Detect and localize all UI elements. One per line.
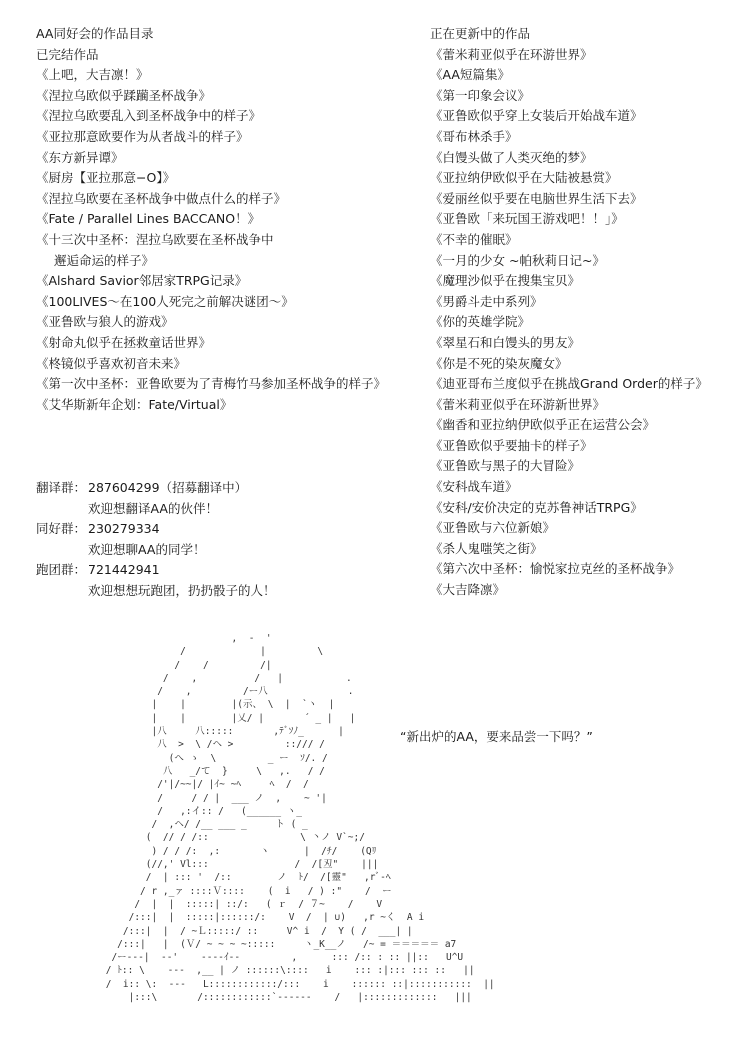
group-contacts: [36, 478, 416, 602]
list-item: 《你的英雄学院》: [430, 314, 531, 330]
group-label: 跑团群：: [36, 562, 87, 578]
list-item: 《不幸的催眠》: [430, 231, 518, 247]
list-item: 《蕾米莉亚似乎在环游新世界》: [430, 396, 606, 412]
list-item: 《射命丸似乎在拯救童话世界》: [36, 334, 212, 350]
list-item: 《安科/安价决定的克苏鲁神话TRPG》: [430, 499, 643, 515]
group-note: 欢迎想聊AA的同学！: [88, 541, 206, 557]
list-item: 《亚鲁欧似乎要抽卡的样子》: [430, 437, 593, 453]
list-item: 《涅拉乌欧要在圣杯战争中做点什么的样子》: [36, 190, 287, 206]
group-number: 721442941: [88, 562, 160, 578]
list-item: 《亚鲁欧似乎穿上女装后开始战车道》: [430, 108, 643, 124]
list-item: 《幽香和亚拉纳伊欧似乎正在运营公会》: [430, 417, 656, 433]
list-item: 《白馒头做了人类灭绝的梦》: [430, 149, 593, 165]
group-label: 同好群：: [36, 521, 87, 537]
list-item: 《安科战车道》: [430, 479, 518, 495]
list-item: 《翠星石和白馒头的男友》: [430, 334, 581, 350]
list-item: 《第一印象会议》: [430, 87, 531, 103]
list-item: 《涅拉乌欧要乱入到圣杯战争中的样子》: [36, 108, 262, 124]
list-item: 《魔理沙似乎在搜集宝贝》: [430, 273, 581, 289]
list-item: 《亚拉纳伊欧似乎在大陆被悬赏》: [430, 170, 618, 186]
catalog-title: AA同好会的作品目录: [36, 26, 154, 41]
group-label: 翻译群：: [36, 480, 87, 495]
speech-quote: “新出炉的AA，要来品尝一下吗？”: [400, 729, 593, 744]
list-item: 《亚鲁欧与六位新娘》: [430, 520, 556, 536]
list-item: 《柊镜似乎喜欢初音未来》: [36, 355, 187, 371]
list-item: 《第六次中圣杯：愉悦家拉克丝的圣杯战争》: [430, 561, 681, 577]
list-item: 《蕾米莉亚似乎在环游世界》: [430, 46, 593, 62]
ongoing-works-column: [430, 24, 740, 601]
list-item: 《你是不死的染灰魔女》: [430, 355, 568, 371]
list-item: 《Fate / Parallel Lines BACCANO！》: [36, 211, 261, 227]
list-item: 《十三次中圣杯：涅拉乌欧要在圣杯战争中: [36, 231, 274, 247]
fan-group-row: [36, 519, 416, 540]
group-note: 欢迎想翻译AA的伙伴！: [88, 500, 218, 516]
list-item: 《东方新异谭》: [36, 149, 124, 165]
completed-heading: 已完结作品: [36, 46, 99, 62]
group-note: 欢迎想想玩跑团，扔扔骰子的人！: [88, 582, 276, 598]
group-number: 287604299（招募翻译中）: [88, 480, 248, 495]
list-item: 《一月的少女 ~帕秋莉日记~》: [430, 252, 605, 268]
completed-works-column: [36, 24, 416, 415]
list-item: 《Alshard Savior邻居家TRPG记录》: [36, 273, 248, 289]
list-item: 《AA短篇集》: [430, 67, 510, 83]
list-item: 《哥布林杀手》: [430, 128, 518, 144]
list-item: 《爱丽丝似乎要在电脑世界生活下去》: [430, 190, 643, 206]
list-item: 《涅拉乌欧似乎蹂躏圣杯战争》: [36, 87, 212, 103]
list-item: 《亚拉那意欧要作为从者战斗的样子》: [36, 128, 249, 144]
list-item: 《第一次中圣杯：亚鲁欧要为了青梅竹马参加圣杯战争的样子》: [36, 376, 387, 392]
list-item: 《艾华斯新年企划：Fate/Virtual》: [36, 396, 233, 412]
list-item: 《男爵斗走中系列》: [430, 293, 543, 309]
ongoing-heading: 正在更新中的作品: [430, 26, 531, 41]
list-item: 《杀人鬼嗤笑之街》: [430, 540, 543, 556]
list-item: 《亚鲁欧与狼人的游戏》: [36, 314, 174, 330]
trpg-group-row: [36, 560, 416, 581]
list-item-continuation: 邂逅命运的样子》: [54, 252, 155, 268]
group-number: 230279334: [88, 521, 160, 537]
translation-group-row: [36, 478, 416, 499]
list-item: 《上吧，大吉凛！》: [36, 67, 149, 83]
ascii-art-illustration: , - ' / | \ / / /| / , / | . / , /ー八 . | | |(示、 \ | `ヽ | | | |乂/ | ´ _ | | |八 八::::: ,ﾃﾞｿﾉ_ | 八 > \ /ヘ > ::/// / (へ ゝ \ _ ー ｿ/. / 八 _/て } \ ,. / / /'|/~~|/ |ｲ~ ~ﾍ ﾍ / / / / / | ___ ノ , ~ '| / ,:イ:: / (______ ヽ_ / ,ヘ/ /__ ___ _ ト ( _ ( // / /:: \ 丶ノ V`~;/ ) / / /: ,: ヽ | /ﾁ/ (Qﾘ (//,' Vl::: / /[丒" ||| / | ::: ' /:: ノ ﾄ/ /[靈" ,rﾞ-ﾍ / r ,_ァ ::::Ｖ:::: ( i / ) :" / ー / | | :::::| ::/: ( ｒ / ７~ / V /:::| | :::::|::::::/: V / | ∪) ,r ~く A i /:::| | / ~Ｌ:::::/ :: V^ i / Y ( / ___| | /:::| | (Ｖ/ ~ ~ ~ ~::::: ヽ_K__ノ /~ = ＝＝＝＝＝ a7 /ー---| --' ----ｲ-- , ::: /:: : :: ||:: U^U / ﾄ:: \ --- ,__ | ノ ::::::\:::: i ::: :|::: ::: :: || / i:: \: --- L::::::::::::/::: i :::::: ::|::::::::::: || |:::\ /::::::::::::`------ / |::::::::::::: |||: [105, 633, 495, 1004]
list-item: 《迪亚哥布兰度似乎在挑战Grand Order的样子》: [430, 376, 708, 392]
list-item: 《厨房【亚拉那意−O】》: [36, 170, 176, 186]
list-item: 《亚鲁欧与黑子的大冒险》: [430, 458, 581, 474]
list-item: 《100LIVES～在100人死完之前解决谜团～》: [36, 293, 294, 309]
list-item: 《亚鲁欧「来玩国王游戏吧！！」》: [430, 211, 624, 227]
list-item: 《大吉降凛》: [430, 582, 506, 598]
